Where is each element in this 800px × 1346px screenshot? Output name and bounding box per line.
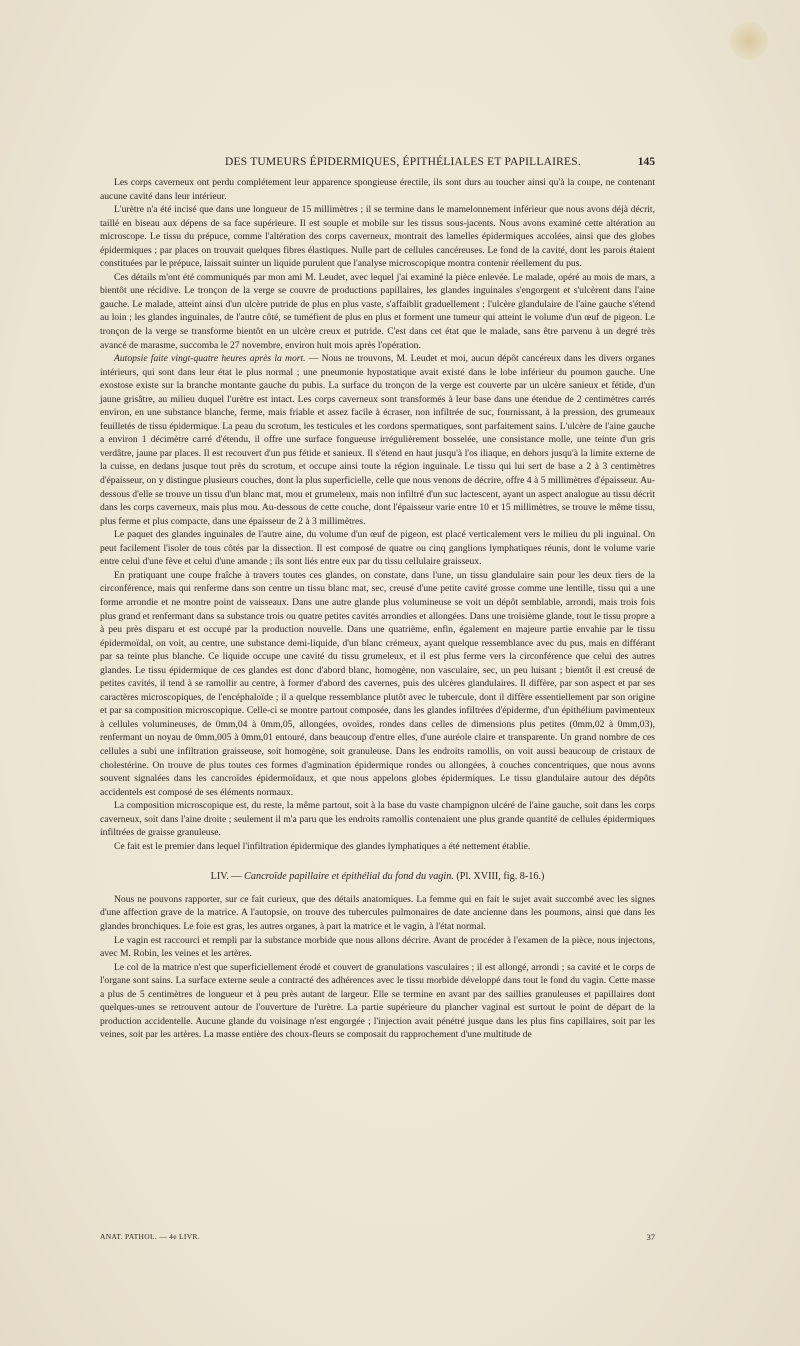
autopsy-text: — Nous ne trouvons, M. Leudet et moi, aucun dépôt cancéreux dans les divers organes intérieurs, qui sont dans leur état le plus normal ; une pneumonie hypostatique avait existé dans le lobe inférieur du poumon gauche. Une exostose existe sur la branche montante gauche du pubis. La surface du tronçon de la verge est couverte par un ulcère sanieux et fétide, d'un jaune grisâtre, au milieu duquel l'urètre est intact. Les corps caverneux sont transformés à leur base dans une étendue de 2 centimètres carrés environ, en une substance blanche, ferme, mais friable et assez facile à écraser, non infiltrée de suc, fournissant, à la pression, des grumeaux feuilletés de tissu épidermique. La peau du scrotum, les testicules et les cordons spermatiques, sont parfaitement sains. L'ulcère de l'aine gauche a environ 1 décimètre carré d'étendu, il offre une surface fongueuse irrégulièrement bosselée, une consistance molle, une teinte d'un gris verdâtre, jaune par places. Il est recouvert d'un pus fétide et sanieux. Il s'étend en haut jusqu'à l'os iliaque, en dehors jusqu'à la limite externe de la cuisse, en dedans jusque tout près du scrotum, et occupe ainsi toute la région inguinale. Le tissu qui lui sert de base a 2 à 3 centimètres d'épaisseur, on y distingue plusieurs couches, dont la plus superficielle, celle que nous venons de décrire, offre 4 à 5 millimètres d'épaisseur. Au-dessous d'elle se trouve un tissu d'un blanc mat, mou et grumeleux, mais non infiltré d'un suc lactescent, ayant un aspect analogue au tissu décrit dans les corps caverneux, mais plus mou. Au-dessous de cette couche, dont l'épaisseur varie entre 10 et 15 millimètres, se trouve le même tissu, plus ferme et plus compacte, dans une épaisseur de 2 à 3 millimètres.	[100, 353, 655, 527]
sheet-number: 37	[646, 1232, 655, 1242]
section-title	[100, 870, 655, 884]
page-number: 145	[637, 156, 655, 168]
autopsy-paragraph	[100, 352, 655, 528]
paragraph: Les corps caverneux ont perdu complétement leur apparence spongieuse érectile, ils sont durs au toucher ainsi qu'à la coupe, ne contenant aucune cavité dans leur intérieur.	[100, 177, 655, 202]
paragraph: Ces détails m'ont été communiqués par mon ami M. Leudet, avec lequel j'ai examiné la pièce enlevée. Le malade, opéré au mois de mars, a bientôt une récidive. Le tronçon de la verge se couvre de productions papillaires, les glandes inguinales s'engorgent et s'ulcèrent dans l'aine gauche. Le malade, atteint ainsi d'un ulcère putride de plus en plus vaste, s'affaiblit graduellement ; l'ulcère glandulaire de l'aine gauche s'étend au loin ; les glandes inguinales, de l'autre côté, se tuméfient de plus en plus et forment une tumeur qui atteint le volume d'un œuf de pigeon. Le tronçon de la verge se transforme bientôt en un ulcère creux et putride. C'est dans cet état que le malade, sans être parvenu à un degré très avancé de marasme, succomba le 27 novembre, environ huit mois après l'opération.	[100, 271, 655, 351]
paragraph: L'urètre n'a été incisé que dans une longueur de 15 millimètres ; il se termine dans le mamelonnement inférieur que nous avons déjà décrit, taillé en biseau aux dépens de sa face supérieure. Il est souple et mobile sur les tissus sous-jacents. Nous avons examiné cette altération au microscope. Le tissu du prépuce, comme l'altération des corps caverneux, montrait des lamelles épidermiques accolées, ainsi que des globes épidermiques ; par places on trouvait quelques fibres élastiques. Nulle part de cellules cancéreuses. Le fond de la cavité, dont les parois étaient constituées par le prépuce, laissait suinter un liquide purulent que l'analyse microscopique montra contenir réellement du pus.	[100, 204, 655, 270]
autopsy-lead: Autopsie faite vingt-quatre heures après la mort.	[114, 353, 306, 365]
page-footer	[100, 1232, 655, 1244]
paragraph: Le vagin est raccourci et rempli par la substance morbide que nous allons décrire. Avant de procéder à l'examen de la pièce, nous injectons, avec M. Robin, les veines et les artères.	[100, 934, 655, 960]
section-reference: (Pl. XVIII, fig. 8-16.)	[453, 871, 545, 883]
paragraph: En pratiquant une coupe fraîche à travers toutes ces glandes, on constate, dans l'une, un tissu glandulaire sain pour les deux tiers de la circonférence, mais qui renferme dans son centre un tissu blanc mat, sec, creusé d'une petite cavité grosse comme une lentille, tissu qui a une forme arrondie et ne montre point de vaisseaux. Dans une autre glande plus volumineuse se voit un dépôt semblable, arrondi, mais trois fois plus grand et renfermant dans sa substance trois ou quatre petites cavités arrondies et allongées. Dans une troisième glande, tout le tissu propre a à peu près disparu et est occupé par la production nouvelle. Dans une quatrième, enfin, également en majeure partie envahie par le tissu épidermoïdal, on voit, au centre, une substance demi-liquide, d'un blanc crémeux, ayant quelque ressemblance avec du pus, mais en différant par sa teinte plus blanche. Ce liquide occupe une cavité du tissu grumeleux, et il est plus ferme vers la circonférence que celui des autres glandes. Le tissu épidermique de ces glandes est donc d'abord blanc, homogène, non vasculaire, sec, un peu luisant ; bientôt il est creusé de petites cavités, il tend à se ramollir au centre, à former d'abord des cavernes, puis des ulcères glandulaires. Il diffère, par son aspect et par ses caractères microscopiques, de l'encéphaloïde ; il a quelque ressemblance plutôt avec le tubercule, dont il diffère essentiellement par son origine et par sa composition microscopique. Celle-ci se montre partout composée, dans les glandes infiltrées d'épiderme, d'un épithélium pavimenteux à cellules volumineuses, de 0mm,04 à 0mm,05, allongées, ovoïdes, rondes dans celles de dimensions plus petites (0mm,02 à 0mm,03), renfermant un noyau de 0mm,005 à 0mm,01 entouré, dans beaucoup d'entre elles, d'une auréole claire et transparente. Un grand nombre de ces cellules a subi une infiltration graisseuse, soit homogène, soit granuleuse. Dans les endroits ramollis, on voit aussi beaucoup de cristaux de cholestérine. On trouve de plus toutes ces formes d'agmination épidermique rondes ou allongées, à couches concentriques, que nous avons souvent signalées dans les cancroïdes épidermoïdaux, et que nous appelons globes épidermiques. Le tissu glandulaire autour des dépôts accidentels est composé de ses éléments normaux.	[100, 569, 655, 798]
paragraph: Le col de la matrice n'est que superficiellement érodé et couvert de granulations vasculaires ; il est allongé, arrondi ; sa cavité et le corps de l'organe sont sains. La surface externe seule a contracté des adhérences avec le tissu morbide développé dans tout le fond du vagin. Cette masse a plus de 5 centimètres de longueur et à peu près autant de largeur. Elle se termine en avant par des saillies granuleuses et papillaires dont quelques-unes se retrouvent autour de l'ouverture de l'urètre. La partie supérieure du plancher vaginal est surtout le point de départ de la production accidentelle. Aucune glande du voisinage n'est engorgée ; l'injection avait pénétré jusque dans les plus fins capillaires, soit par les veines, soit par les artères. La masse entière des choux-fleurs se composait du rapprochement d'une multitude de	[100, 961, 655, 1041]
paragraph: Le paquet des glandes inguinales de l'autre aine, du volume d'un œuf de pigeon, est placé verticalement vers le milieu du pli inguinal. On peut facilement l'isoler de tous côtés par la dissection. Il est composé de quatre ou cinq ganglions lymphatiques réunis, dont le volume varie entre celui d'une fève et celui d'une amande ; ils sont liés entre eux par du tissu cellulaire graisseux.	[100, 529, 655, 568]
paper-stain	[730, 22, 768, 60]
section-title-text: Cancroïde papillaire et épithélial du fond du vagin.	[244, 871, 454, 883]
running-title: DES TUMEURS ÉPIDERMIQUES, ÉPITHÉLIALES ET PAPILLAIRES.	[225, 156, 581, 168]
paragraph: Nous ne pouvons rapporter, sur ce fait curieux, que des détails anatomiques. La femme qui en fait le sujet avait succombé avec les signes d'une affection grave de la matrice. A l'autopsie, on trouve des tubercules pulmonaires de date ancienne dans les poumons, ainsi que dans les glandes bronchiques. Le foie est gras, les autres organes, à part la matrice et le vagin, à l'état normal.	[100, 893, 655, 932]
printer-signature: ANAT. PATHOL. — 4e LIVR.	[100, 1232, 200, 1241]
body-text	[100, 176, 655, 1042]
paragraph: Ce fait est le premier dans lequel l'infiltration épidermique des glandes lymphatiques a été nettement établie.	[114, 840, 531, 852]
paragraph: La composition microscopique est, du reste, la même partout, soit à la base du vaste champignon ulcéré de l'aine gauche, soit dans les corps caverneux, soit dans l'aine droite ; seulement il m'a paru que les endroits ramollis contenaient une plus grande quantité de cellules épidermiques infiltrées de graisse granuleuse.	[100, 800, 655, 839]
section-number: LIV. —	[210, 871, 245, 883]
page-header	[100, 156, 655, 172]
